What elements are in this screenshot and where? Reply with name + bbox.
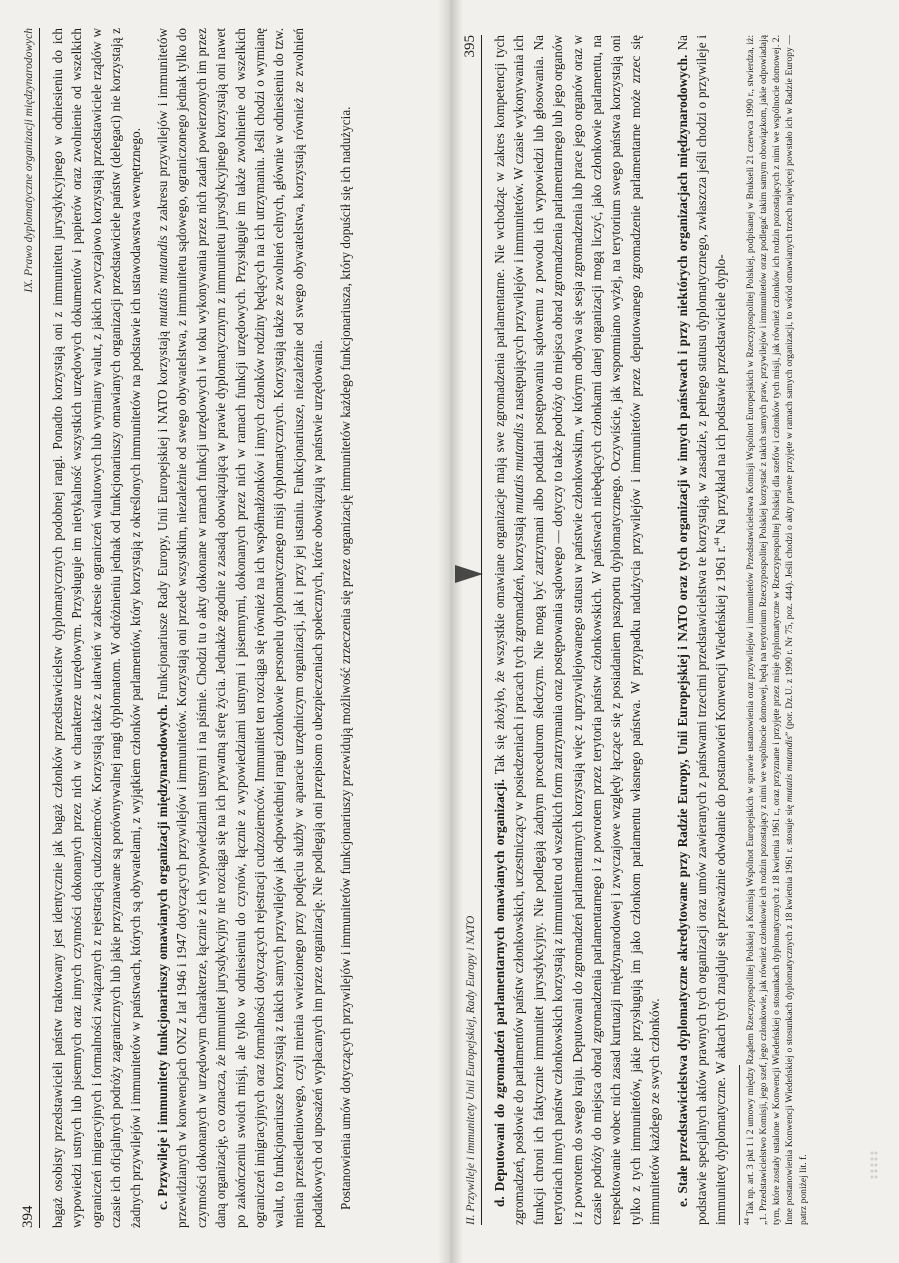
left-page-number: 394 <box>20 1205 36 1228</box>
section-d-text-1: Tak się złożyło, że wszystkie omawiane organizacje mają swe zgromadzenia parlamentarne. Nie wchodząc w zakres kompetencji tych zgromadzeń, posłowie do parlamentów państw członkowskich, uczestniczący w posiedzeniach i pracach tych zgromadzeń, korzystają <box>492 35 527 1225</box>
footnote-marker: 44 <box>742 1218 751 1225</box>
section-c-heading: c. Przywileje i immunitety funkcjonariuszy omawianych organizacji międzynarodowych. <box>155 704 171 1210</box>
footnote-italic: mutatis mutandis <box>784 736 796 803</box>
section-e-text-end: Na przykład na ich podstawie przedstawiciele dyplo- <box>713 254 729 538</box>
section-e-paragraph <box>673 35 731 1225</box>
section-d-paragraph <box>490 35 665 1225</box>
book-gutter <box>438 0 462 1263</box>
right-page-number: 395 <box>462 35 478 58</box>
footnote-text-1: Tak np. art. 3 pkt 1 i 2 umowy między Rządem Rzeczypospolitej Polskiej a Komisją Wspólnot Europejskich w sprawie ustanowienia oraz przywilejów i immunitetów Przedstawicielstwa Komisji Wspólnot Europejskich w Rzeczypospolitej Polskiej, podpisanej w Brukseli 21 czerwca 1990 r., stwierdza, iż: „1. Przedstawicielstwo Komisji, jego szef, jego członkowie, jak również członkowie ich rodzin pozostający z nimi we wspólnocie domowej, będą na terytorium Rzeczypospolitej Polskiej korzystać z takich samych praw, przywilejów i immunitetów oraz podlegać takim samym obowiązkom, jakie odpowiadają tym, które zostały ustalone w Konwencji Wiedeńskiej o stosunkach dyplomatycznych z 18 kwietnia 1961 r., oraz przyznane i przyjęte przez misje dyplomatyczne w Rzeczypospolitej Polskiej dla szefów i członków tych misji, jak również członków ich rodzin pozostających z nimi we wspólnocie domowej. 2. Inne postanowienia Konwencji Wiedeńskiej o stosunkach dyplomatycznych z 18 kwietnia 1961 r. stosuje się <box>744 35 796 1225</box>
right-body <box>490 35 731 1225</box>
footnote-rule <box>739 1065 740 1225</box>
section-c-text-2: z zakresu przywilejów i immunitetów przewidzianych w konwencjach ONZ z lat 1946 i 1947 dotyczących przywilejów i immunitetów. Korzystają oni przede wszystkim, niezależnie od swego obywatelstwa, z immunitetu sądowego, ograniczonego jednak tylko do czynności dokonanych w urzędowym charakterze, łącznie z ich wypowiedziami ustnymi i na piśmie. Chodzi tu o akty dokonane w ramach funkcji urzędowych i w toku wykonywania przez nich zadań powierzonych im przez daną organizację, co oznacza, że immunitet jurysdykcyjny nie rozciąga się na ich prywatną sferę życia. Jednakże zgodnie z zasadą obowiązującą w prawie dyplomatycznym z immunitetu jurysdykcyjnego korzystają oni nawet po zakończeniu swoich misji, ale tylko w odniesieniu do czynów, łącznie z wypowiedziami ustnymi i pisemnymi, dokonanych przez nich w ramach funkcji urzędowych. Przysługuje im także zwolnienie od wszelkich ograniczeń imigracyjnych oraz formalności dotyczących rejestracji cudzoziemców. Immunitet ten rozciąga się również na ich współmałżonków i innych członków rodziny będących na ich utrzymaniu. Jeśli chodzi o wymianę walut, to funkcjonariusze korzystają z takich samych przywilejów jak odpowiedniej rangi członkowie personelu dyplomatycznego misji dyplomatycznych. Korzystają także ze zwolnień celnych, głównie w odniesieniu do tzw. mienia przesiedleniowego, czyli mienia wwiezionego przy podjęciu służby w aparacie urzędniczym organizacji, jak i przy jej ustaniu. Funkcjonariusze, niezależnie od swego obywatelstwa, korzystają również ze zwolnień podatkowych od uposażeń wypłacanych im przez organizację. Nie podlegają oni przepisom o ubezpieczeniach społecznych, które obowiązują w państwie urzędowania. <box>155 28 326 1228</box>
section-e-text: Na podstawie specjalnych aktów prawnych tych organizacji oraz umów zawieranych z państwami trzecimi przedstawicielstwa te korzystają, w zasadzie, z pełnego statusu dyplomatycznego, zwłaszcza jeśli chodzi o przywileje i immunitety dyplomatyczne. W aktach tych znajduje się przeważnie odwołanie do postanowień Konwencji Wiedeńskiej z 1961 r. <box>674 35 729 1225</box>
section-c-paragraph <box>153 28 328 1228</box>
section-e-heading: e. Stałe przedstawicielstwa dyplomatyczne akredytowane przy Radzie Europy, Unii Europejskiej i NATO oraz tych organizacji w innych państwach i przy niektórych organizacjach międzynarodowych. <box>674 54 690 1207</box>
left-running-head <box>20 28 40 1228</box>
section-d-heading: d. Deputowani do zgromadzeń parlamentarnych omawianych organizacji. <box>492 779 507 1207</box>
footnote-text-2: ” (por. Dz.U. z 1990 r. Nr 75, poz. 444). Jeśli chodzi o akty prawne przyjęte w ramach samych organizacji, to wśród omawianych trzech najwięcej powstało ich w Radzie Europy — patrz poniżej lit. f. <box>784 35 809 1225</box>
left-page <box>20 28 430 1228</box>
right-running-title: II. Przywileje i immunitety Unii Europejskiej, Rady Europy i NATO <box>465 915 477 1225</box>
section-d-italic: mutatis mutandis <box>511 422 527 514</box>
left-body <box>48 28 355 1228</box>
footnote-44 <box>744 35 810 1225</box>
left-last-paragraph: Postanowienia umów dotyczących przywilejów i immunitetów funkcjonariuszy przewidują możliwość zrzeczenia się przez organizację immunitetów każdego funkcjonariusza, który dopuścił się ich nadużycia. <box>337 106 353 1210</box>
section-d-text-2: z następujących przywilejów i immunitetów. W czasie wykonywania ich funkcji chroni ich faktycznie immunitet jurysdykcyjny. Nie podlegają żadnym procedurom śledczym. Nie mogą być zatrzymani albo poddani postępowaniu sądowemu z powodu ich wypowiedzi lub głosowania. Na terytoriach innych państw członkowskich korzystają z immunitetu od wszelkich form zatrzymania oraz postępowania sądowego — dotyczy to także podróży do miejsca obrad zgromadzenia parlamentarnego lub jego organów i z powrotem do swego kraju. Deputowani do zgromadzeń parlamentarnych korzystają więc z uprzywilejowanego statusu w państwie członkowskim, w którym odbywa się sesja zgromadzenia lub prace jego organów oraz w czasie podróży do miejsca obrad zgromadzenia parlamentarnego i z powrotem przez terytoria państw członkowskich. W państwach niebędących członkami danej organizacji mogą liczyć, jako członkowie parlamentu, na respektowanie wobec nich zasad kurtuazji międzynarodowej i zwyczajowe względy łączące się z posiadaniem paszportu dyplomatycznego. Oczywiście, jak wspomniano wyżej, na terytorium swego państwa korzystają oni tylko z tych immunitetów, jakie przysługują im jako członkom parlamentu własnego państwa. W przypadku nadużycia przywilejów i immunitetów przez deputowanego zgromadzenie parlamentarne może zrzec się immunitetów każdego ze swych członków. <box>511 35 663 1225</box>
left-paragraph-1: bagaż osobisty przedstawicieli państw traktowany jest identycznie jak bagaż członków przedstawicielstw dyplomatycznych podobnej rangi. Ponadto korzystają oni z immunitetu jurysdykcyjnego w odniesieniu do ich wypowiedzi ustnych lub pisemnych oraz innych czynności dokonanych przez nich w charakterze urzędowym. Przysługuje im nietykalność wszystkich urzędowych dokumentów i papierów oraz zwolnienie od wszelkich ograniczeń imigracyjnych i formalności związanych z rejestracją cudzoziemców. Korzystają także z ułatwień w zakresie ograniczeń walutowych lub wymiany walut, z jakich zwyczajowo korzystają przedstawiciele rządów w czasie ich oficjalnych podróży zagranicznych lub jakie przyznawane są porównywalnej rangi dyplomatom. W odróżnieniu jednak od funkcjonariuszy omawianych organizacji przedstawiciele państw (delegaci) nie korzystają z żadnych przywilejów i immunitetów w państwach, których są obywatelami, z wyjątkiem członków parlamentów, który korzystają z określonych immunitetów na podstawie ich ustawodawstwa wewnętrznego. <box>50 28 143 1228</box>
section-c-text-1: Funkcjonariusze Rady Europy, Unii Europejskiej i NATO korzystają <box>155 326 171 705</box>
right-running-head <box>462 35 482 1225</box>
footnote-ref: 44 <box>713 537 723 546</box>
right-page <box>462 35 872 1225</box>
left-running-title: IX. Prawo dyplomatyczne organizacji międzynarodowych <box>23 28 35 293</box>
section-c-italic: mutatis mutandis <box>155 235 171 327</box>
